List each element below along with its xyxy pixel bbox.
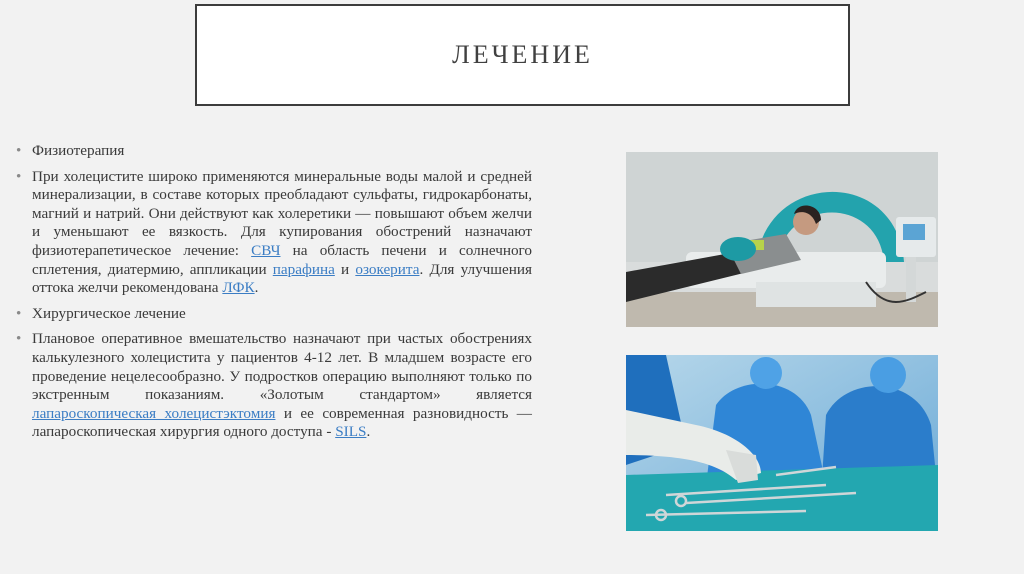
- bullet-physiotherapy-text: Физиотерапия: [32, 142, 125, 159]
- link-svch[interactable]: СВЧ: [251, 241, 281, 259]
- bullet-physiotherapy: [20, 142, 532, 161]
- paragraph-text: и: [334, 260, 356, 278]
- content-text: [20, 142, 532, 449]
- slide-title: ЛЕЧЕНИЕ: [452, 40, 593, 69]
- paragraph-text: При холецистите широко применяются минеральные воды малой и средней минерализации, в составе которых преобладают сульфаты, гидрокарбонаты, магний и натрий. Они действуют как холеретики — повышают объем желчи и уменьшают ее вязкость. Для купирования обострений назначают физиотерапетическое лечение:: [32, 167, 532, 259]
- bullet-surgery: [20, 305, 532, 324]
- link-cholecystectomy[interactable]: лапароскопическая холецистэктомия: [32, 404, 276, 422]
- paragraph-text: и ее современная разновидность — лапароскопическая хирургия одного доступа -: [32, 404, 532, 441]
- paragraph-text: .: [366, 423, 371, 441]
- link-paraffin[interactable]: парафина: [272, 260, 335, 278]
- paragraph-text: Плановое оперативное вмешательство назначают при частых обострениях калькулезного холецистита у пациентов 4-12 лет. В младшем возрасте его проведение нецелесообразно. У подростков операцию выполняют только по экстренным показаниям. «Золотым стандартом» является: [32, 330, 532, 404]
- bullet-surgery-text: Хирургическое лечение: [32, 304, 186, 322]
- link-ozokerite[interactable]: озокерита: [355, 260, 420, 278]
- link-sils[interactable]: SILS: [335, 423, 367, 441]
- link-lfk[interactable]: ЛФК: [222, 279, 255, 297]
- title-box: [195, 4, 850, 106]
- bullet-physio-paragraph: [20, 168, 532, 298]
- bullet-surgery-paragraph: [20, 330, 532, 442]
- paragraph-text: на область печени и солнечного сплетения, диатермию, аппликации: [32, 241, 532, 278]
- surgery-photo: [626, 355, 938, 531]
- physiotherapy-photo: [626, 152, 938, 327]
- paragraph-text: .: [254, 279, 259, 297]
- paragraph-text: . Для улучшения оттока желчи рекомендована: [32, 260, 532, 297]
